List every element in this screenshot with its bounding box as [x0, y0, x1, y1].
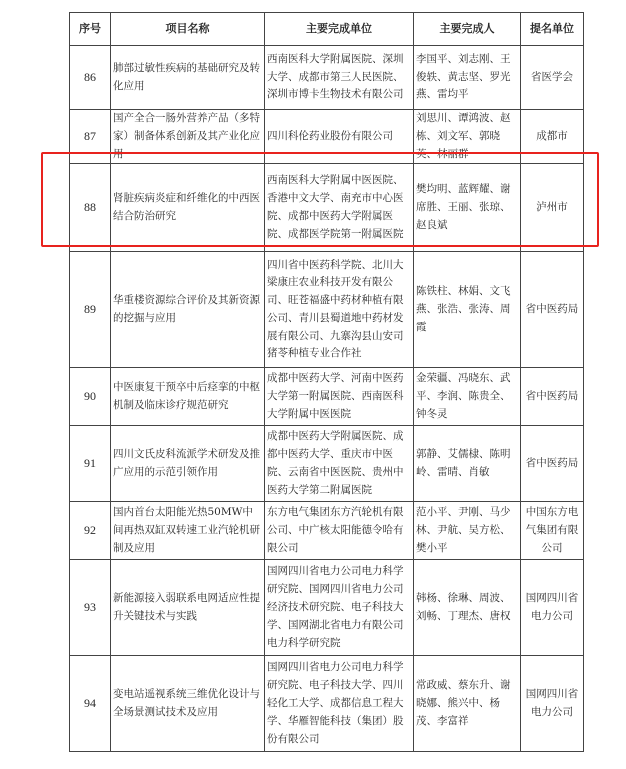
- main-contributors: 常政威、蔡东升、谢晓娜、熊兴中、杨茂、李富祥: [414, 656, 521, 752]
- header-units: 主要完成单位: [265, 13, 414, 46]
- row-number: 86: [70, 46, 111, 110]
- completion-units: 成都中医药大学、河南中医药大学第一附属医院、西南医科大学附属中医医院: [265, 368, 414, 426]
- main-contributors: 刘思川、谭鸿波、赵栋、刘文军、郭晓英、林丽群: [414, 110, 521, 164]
- completion-units: 四川省中医药科学院、北川大梁康庄农业科技开发有限公司、旺苍福盛中药材种植有限公司、青川县蜀道地中药材发展有限公司、九寨沟县山安司猪苓种植专业合作社: [265, 252, 414, 368]
- header-nominator: 提名单位: [521, 13, 584, 46]
- table-row: [70, 368, 584, 426]
- nominating-unit: 省医学会: [521, 46, 584, 110]
- header-number: 序号: [70, 13, 111, 46]
- table-row: [70, 164, 584, 252]
- nominating-unit: 成都市: [521, 110, 584, 164]
- project-name: 变电站遥视系统三维优化设计与全场景测试技术及应用: [111, 656, 265, 752]
- table-row: [70, 560, 584, 656]
- project-name: 国产全合一肠外营养产品（多特家）制备体系创新及其产业化应用: [111, 110, 265, 164]
- table-row: [70, 502, 584, 560]
- table-row: [70, 110, 584, 164]
- main-contributors: 范小平、尹刚、马少林、尹航、吴方松、樊小平: [414, 502, 521, 560]
- row-number: 89: [70, 252, 111, 368]
- table-row: [70, 46, 584, 110]
- nominating-unit: 中国东方电气集团有限公司: [521, 502, 584, 560]
- project-name: 新能源接入弱联系电网适应性提升关键技术与实践: [111, 560, 265, 656]
- completion-units: 国网四川省电力公司电力科学研究院、电子科技大学、四川轻化工大学、成都信息工程大学、华雁智能科技（集团）股份有限公司: [265, 656, 414, 752]
- row-number: 94: [70, 656, 111, 752]
- main-contributors: 李国平、刘志刚、王俊轶、黄志坚、罗光燕、雷均平: [414, 46, 521, 110]
- project-name: 肾脏疾病炎症和纤维化的中西医结合防治研究: [111, 164, 265, 252]
- completion-units: 西南医科大学附属中医医院、香港中文大学、南充市中心医院、成都中医药大学附属医院、成都医学院第一附属医院: [265, 164, 414, 252]
- table-row: [70, 656, 584, 752]
- row-number: 93: [70, 560, 111, 656]
- project-name: 肺部过敏性疾病的基础研究及转化应用: [111, 46, 265, 110]
- row-number: 92: [70, 502, 111, 560]
- row-number: 90: [70, 368, 111, 426]
- nominating-unit: 省中医药局: [521, 252, 584, 368]
- row-number: 91: [70, 426, 111, 502]
- header-people: 主要完成人: [414, 13, 521, 46]
- main-contributors: 樊均明、蓝辉耀、谢席胜、王丽、张琼、赵良斌: [414, 164, 521, 252]
- main-contributors: 郭静、艾儒棣、陈明岭、雷晴、肖敏: [414, 426, 521, 502]
- completion-units: 西南医科大学附属医院、深圳大学、成都市第三人民医院、深圳市博卡生物技术有限公司: [265, 46, 414, 110]
- main-contributors: 陈铁柱、林娟、文飞燕、张浩、张涛、周霞: [414, 252, 521, 368]
- completion-units: 成都中医药大学附属医院、成都中医药大学、重庆市中医院、云南省中医医院、贵州中医药大学第二附属医院: [265, 426, 414, 502]
- table-row: [70, 252, 584, 368]
- completion-units: 东方电气集团东方汽轮机有限公司、中广核太阳能德令哈有限公司: [265, 502, 414, 560]
- project-name: 中医康复干预卒中后痉挛的中枢机制及临床诊疗规范研究: [111, 368, 265, 426]
- completion-units: 国网四川省电力公司电力科学研究院、国网四川省电力公司经济技术研究院、电子科技大学、国网湖北省电力有限公司电力科学研究院: [265, 560, 414, 656]
- project-name: 华重楼资源综合评价及其新资源的挖掘与应用: [111, 252, 265, 368]
- header-row: [70, 13, 584, 46]
- nominating-unit: 省中医药局: [521, 368, 584, 426]
- award-project-table: [69, 12, 584, 752]
- completion-units: 四川科伦药业股份有限公司: [265, 110, 414, 164]
- row-number: 87: [70, 110, 111, 164]
- row-number: 88: [70, 164, 111, 252]
- nominating-unit: 国网四川省电力公司: [521, 560, 584, 656]
- nominating-unit: 省中医药局: [521, 426, 584, 502]
- project-name: 国内首台太阳能光热50MW中间再热双缸双转速工业汽轮机研制及应用: [111, 502, 265, 560]
- nominating-unit: 国网四川省电力公司: [521, 656, 584, 752]
- main-contributors: 金荣疆、冯晓东、武平、李润、陈贵全、钟冬灵: [414, 368, 521, 426]
- nominating-unit: 泸州市: [521, 164, 584, 252]
- table-row: [70, 426, 584, 502]
- main-contributors: 韩杨、徐琳、周波、刘畅、丁理杰、唐权: [414, 560, 521, 656]
- header-project-name: 项目名称: [111, 13, 265, 46]
- project-name: 四川文氏皮科流派学术研发及推广应用的示范引领作用: [111, 426, 265, 502]
